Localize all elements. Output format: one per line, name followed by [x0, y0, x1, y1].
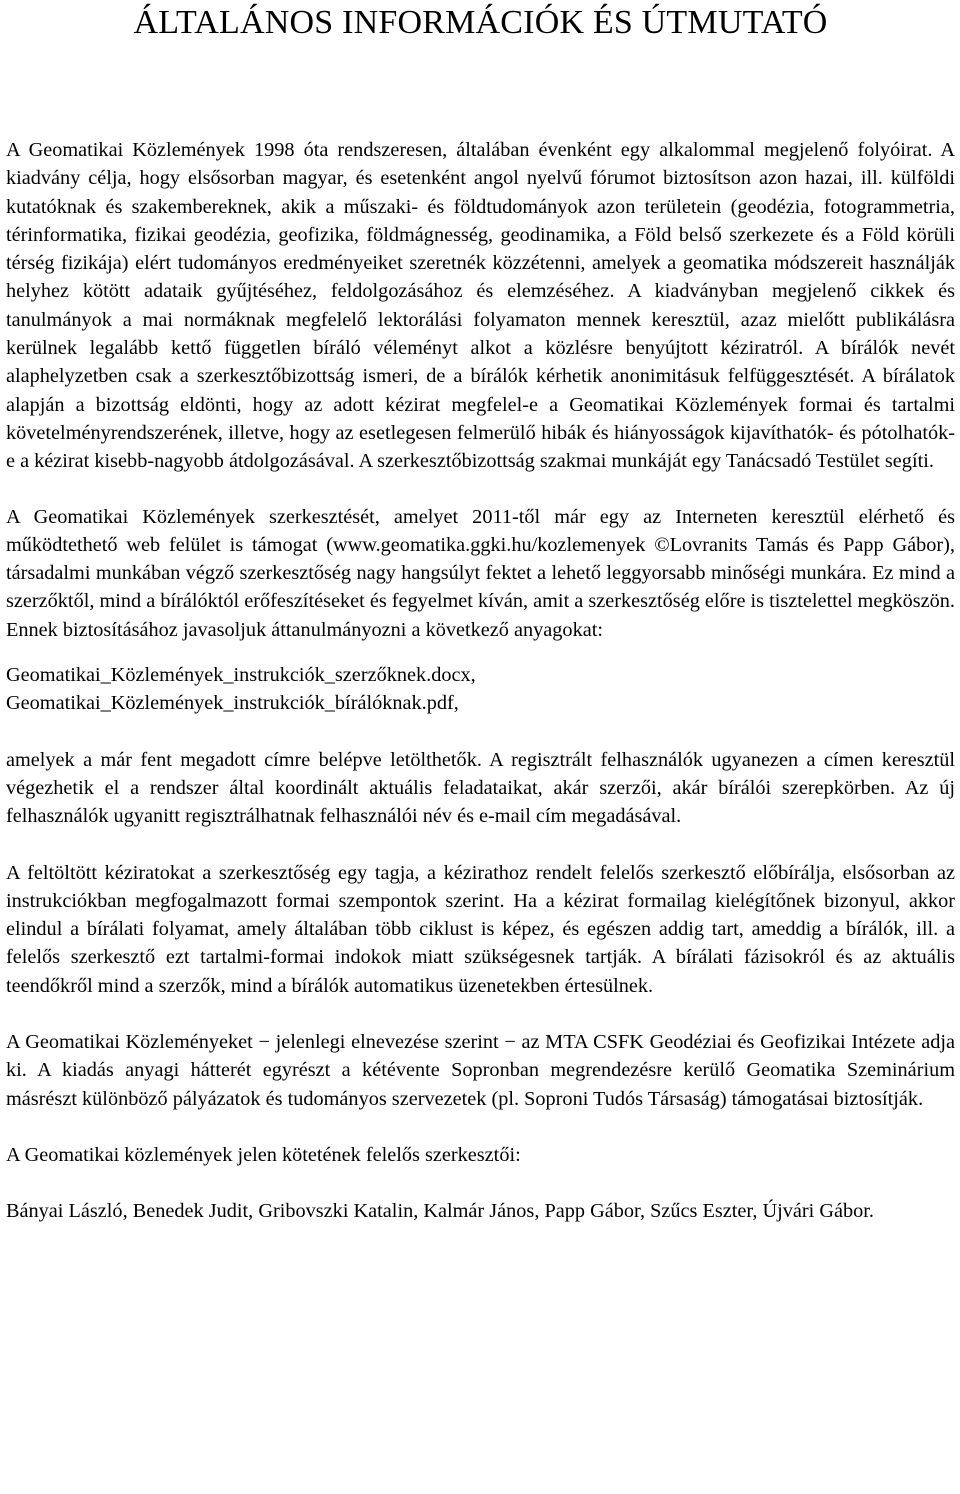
registration-paragraph: amelyek a már fent megadott címre belépve letölthetők. A regisztrált felhasználók ugyanezen a címen keresztül végezhetik el a rendszer által koordinált aktuális feladataikat, akár szerzői, akár bírálói szerepkörben. Az új felhasználók ugyanitt regisztrálhatnak felhasználói név és e-mail cím megadásával.	[6, 748, 955, 828]
page-title: ÁLTALÁNOS INFORMÁCIÓK ÉS ÚTMUTATÓ	[133, 4, 828, 41]
online-interface-paragraph: A Geomatikai Közlemények szerkesztését, amelyet 2011-től már egy az Interneten keresztül elérhető és működtethető web felület is támogat (www.geomatika.ggki.hu/kozlemenyek ©Lovranits Tamás és Papp Gábor), társadalmi munkában végző szerkesztőség nagy hangsúlyt fektet a lehető leggyorsabb minőségi munkára. Ez mind a szerzőktől, mind a bírálóktól erőfeszítéseket és fegyelmet kíván, amit a szerkesztőség előre is tisztelettel megköszön. Ennek biztosításához javasoljuk áttanulmányozni a következő anyagokat:	[6, 505, 955, 641]
editors-list: Bányai László, Benedek Judit, Gribovszki Katalin, Kalmár János, Papp Gábor, Szűcs Eszter, Újvári Gábor.	[6, 1200, 875, 1223]
editors-heading: A Geomatikai közlemények jelen kötetének felelős szerkesztői:	[6, 1143, 521, 1166]
file-authors-instructions: Geomatikai_Közlemények_instrukciók_szerzőknek.docx,	[6, 664, 476, 687]
review-process-paragraph: A feltöltött kéziratokat a szerkesztőség egy tagja, a kézirathoz rendelt felelős szerkesztő előbírálja, elsősorban az instrukciókban megfogalmazott formai szempontok szerint. Ha a kézirat formailag kielégítőnek bizonyul, akkor elindul a bírálati folyamat, amely általában több ciklust is képez, és egészen addig tart, ameddig a bírálók, ill. a felelős szerkesztő ezt tartalmi-formai indokok miatt szükségesnek tartják. A bírálati fázisokról és az aktuális teendőkről mind a szerzők, mind a bírálók automatikus üzenetekben értesülnek.	[6, 861, 955, 997]
intro-paragraph: A Geomatikai Közlemények 1998 óta rendszeresen, általában évenként egy alkalommal megjelenő folyóirat. A kiadvány célja, hogy elsősorban magyar, és esetenként angol nyelvű fórumot biztosítson azon hazai, ill. külföldi kutatóknak és szakembereknek, akik a műszaki- és földtudományok azon területein (geodézia, fotogrammetria, térinformatika, fizikai geodézia, geofizika, földmágnesség, geodinamika, a Föld belső szerkezete és a Föld körüli térség fizikája) elért tudományos eredményeiket szeretnék közzétenni, amelyek a geomatika módszereit használják helyhez kötött adataik gyűjtéséhez, feldolgozásához és elemzéséhez. A kiadványban megjelenő cikkek és tanulmányok a mai normáknak megfelelő lektorálási folyamaton mennek keresztül, azaz mielőtt publikálásra kerülnek legalább kettő független bíráló véleményt alkot a közlésre benyújtott kéziratról. A bírálók nevét alaphelyzetben csak a szerkesztőbizottság ismeri, de a bírálók kérhetik anonimitásuk felfüggesztését. A bírálatok alapján a bizottság eldönti, hogy az adott kézirat megfelel-e a Geomatikai Közlemények formai és tartalmi követelményrendszerének, illetve, hogy az esetlegesen felmerülő hibák és hiányosságok kijavíthatók- és pótolhatók-e a kézirat kisebb-nagyobb átdolgozásával. A szerkesztőbizottság szakmai munkáját egy Tanácsadó Testület segíti.	[6, 139, 955, 473]
publisher-paragraph: A Geomatikai Közleményeket − jelenlegi elnevezése szerint − az MTA CSFK Geodéziai és Geofizikai Intézete adja ki. A kiadás anyagi hátterét egyrészt a kétévente Sopronban megrendezésre kerülő Geomatika Szeminárium másrészt különböző pályázatok és tudományos szervezetek (pl. Soproni Tudós Társaság) támogatásai biztosítják.	[6, 1031, 955, 1110]
file-list	[6, 661, 955, 718]
file-reviewers-instructions: Geomatikai_Közlemények_instrukciók_bírálóknak.pdf,	[6, 692, 459, 715]
